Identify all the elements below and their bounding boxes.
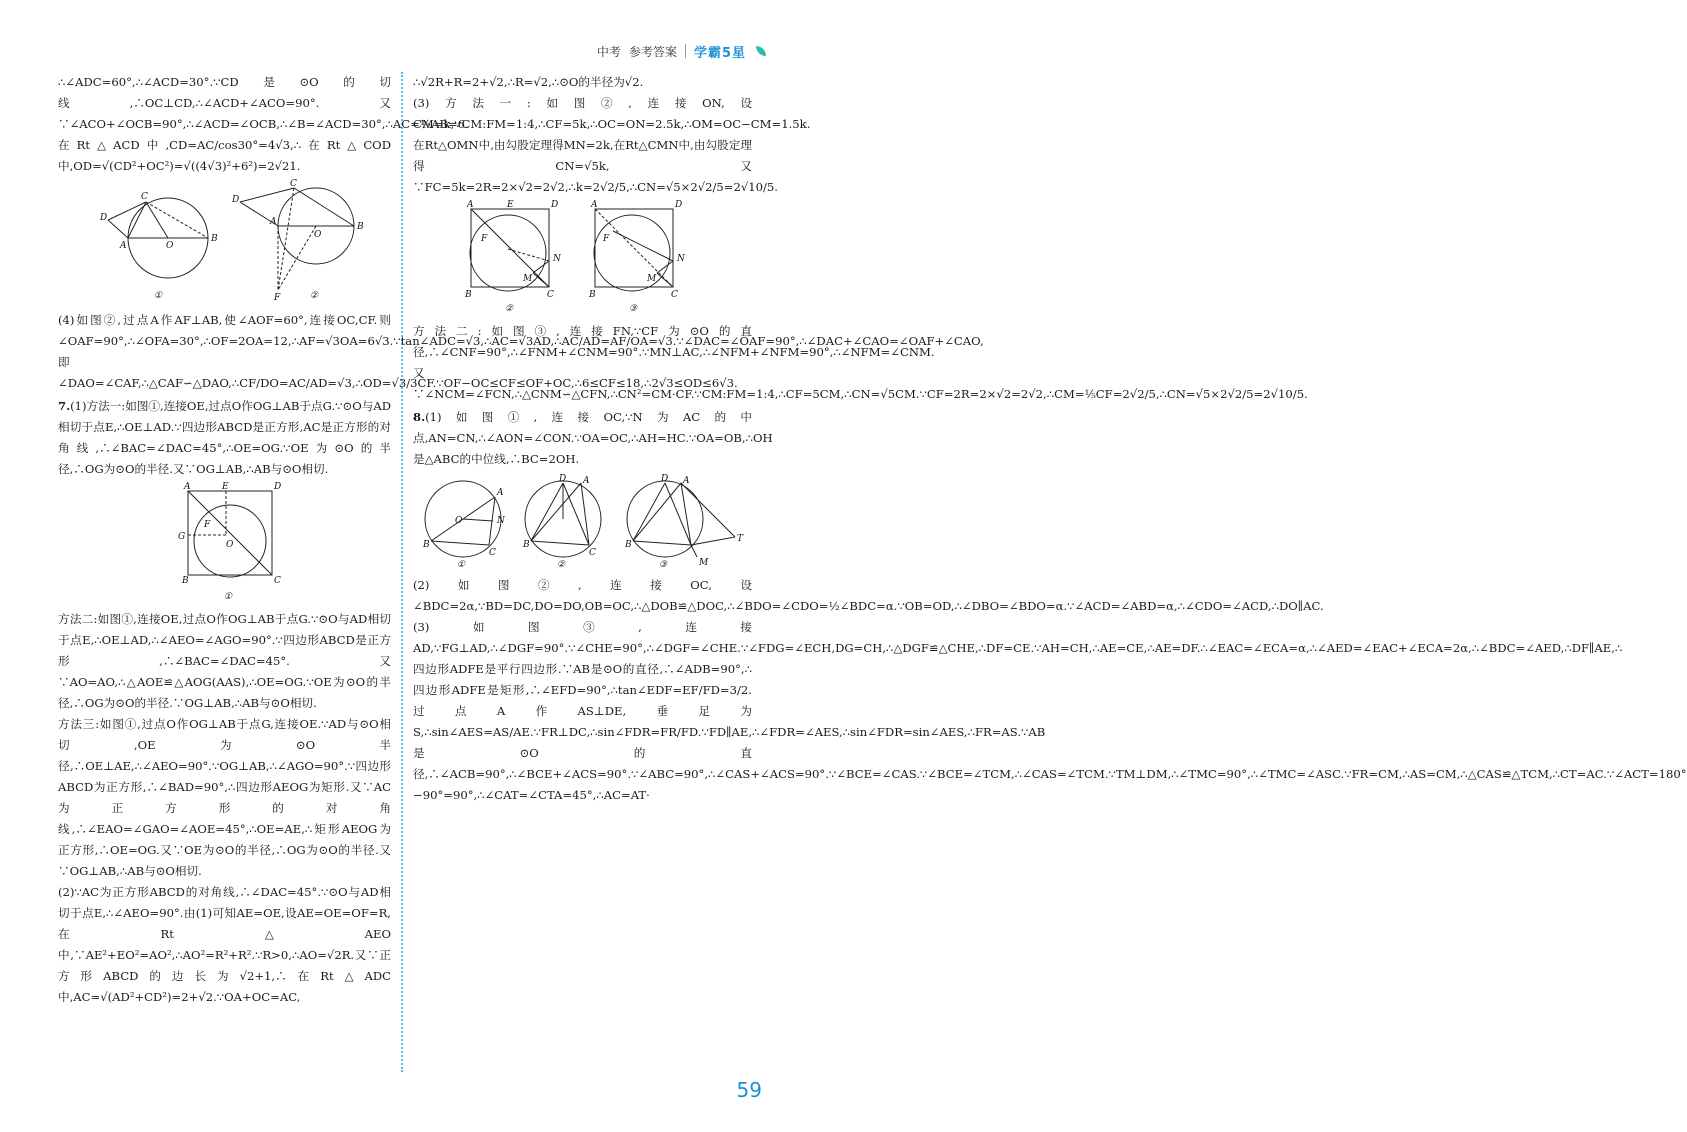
circle-diagram-1 bbox=[108, 198, 208, 278]
fig-label: T bbox=[737, 534, 744, 544]
answer-paragraph: ∴√2R+R=2+√2,∴R=√2,∴⊙O的半径为√2. bbox=[413, 75, 644, 89]
fig-label: N bbox=[553, 254, 561, 264]
fig-label: A bbox=[184, 482, 191, 492]
fig-label: E bbox=[222, 482, 229, 492]
fig-label: A bbox=[120, 241, 127, 251]
page-number: 59 bbox=[736, 1078, 762, 1102]
fig-label: O bbox=[455, 516, 463, 526]
fig-label: F bbox=[481, 234, 488, 244]
fig-label: B bbox=[357, 222, 364, 232]
fig-label: C bbox=[671, 290, 678, 300]
fig-label: F bbox=[274, 293, 281, 303]
figure-pair-q6 bbox=[58, 180, 391, 306]
answer-paragraph: (3)如图③,连接AD,∵FG⊥AD,∴∠DGF=90°.∵∠CHE=90°,∴∠DGF=∠CHE.∵∠FDG=∠ECH,DG=CH,∴△DGF≌△CHE,∴DF=CE.∵AH=CH,∴AE=CE,∴AE=DF.∴∠EAC=∠ECA=α,∴∠AED=∠EAC+∠ECA=2α,∴∠BDC=∠AED,∴DF∥AE,∴四边形ADFE是平行四边形.∵AB是⊙O的直径,∴∠ADB=90°,∴四边形ADFE是矩形,∴∠EFD=90°,∴tan∠EDF=EF/FD=3/2.过点A作AS⊥DE,垂足为S,∴sin∠AES=AS/AE.∵FR⊥DC,∴sin∠FDR=FR/FD.∵FD∥AE,∴∠FDR=∠AES,∴sin∠FDR=sin∠AES,∴FR=AS.∵AB是⊙O的直径,∴∠ACB=90°,∴∠BCE+∠ACS=90°.∵∠ABC=90°,∴∠CAS+∠ACS=90°.∵∠BCE=∠CAS.∵∠BCE=∠TCM,∴∠CAS=∠TCM.∵TM⊥DM,∴∠TMC=90°,∴∠TMC=∠ASC.∵FR=CM,∴AS=CM,∴△CAS≌△TCM,∴CT=AC.∵∠ACT=180°−90°=90°,∴∠CAT=∠CTA=45°,∴AC=AT· bbox=[413, 620, 1687, 802]
fig-label: N bbox=[497, 516, 505, 526]
fig-label: B bbox=[625, 540, 632, 550]
fig-label: C bbox=[141, 192, 148, 202]
fig-label: O bbox=[166, 241, 174, 251]
fig-caption: ① bbox=[154, 291, 163, 301]
fig-caption: ② bbox=[557, 560, 566, 570]
fig-caption: ③ bbox=[629, 304, 638, 314]
leaf-icon bbox=[756, 46, 766, 56]
fig-caption: ② bbox=[505, 304, 514, 314]
question-number: 7. bbox=[58, 399, 71, 413]
circle-diagram-2 bbox=[240, 188, 354, 290]
fig-label: B bbox=[589, 290, 596, 300]
answer-paragraph: (2)∵AC为正方形ABCD的对角线,∴∠DAC=45°.∵⊙O与AD相切于点E,∴∠AEO=90°.由(1)可知AE=OE,设AE=OE=OF=R,在Rt△AEO中,∵AE²+EO²=AO²,∴AO²=R²+R².∵R>0,∴AO=√2R.又∵正方形ABCD的边长为√2+1,∴在Rt△ADC中,AC=√(AD²+CD²)=2+√2.∵OA+OC=AC, bbox=[58, 885, 391, 1004]
fig-label: D bbox=[100, 213, 108, 223]
fig-label: C bbox=[589, 548, 596, 558]
fig-label: N bbox=[677, 254, 685, 264]
header-divider bbox=[685, 44, 686, 58]
header-exam: 中考 bbox=[596, 44, 621, 59]
fig-label: A bbox=[467, 200, 474, 210]
fig-label: D bbox=[661, 474, 669, 484]
fig-label: O bbox=[226, 540, 234, 550]
figure-pair-q7 bbox=[413, 201, 752, 317]
answer-paragraph: (1)如图①,连接OC,∵N为AC的中点,AN=CN,∴∠AON=∠CON.∵OA=OC,∴AH=HC.∵OA=OB,∴OH是△ABC的中位线,∴BC=2OH. bbox=[413, 410, 773, 466]
figure-triple-q8 bbox=[413, 473, 752, 571]
column-divider bbox=[401, 72, 403, 1072]
fig-label: A bbox=[270, 217, 277, 227]
fig-label: B bbox=[182, 576, 189, 586]
fig-label: D bbox=[675, 200, 683, 210]
brand-logo: 学霸5星 bbox=[693, 45, 746, 61]
fig-label: M bbox=[523, 274, 533, 284]
fig-label: B bbox=[211, 234, 218, 244]
fig-label: A bbox=[497, 488, 504, 498]
fig-caption: ① bbox=[224, 592, 233, 602]
fig-label: B bbox=[465, 290, 472, 300]
fig-caption: ① bbox=[457, 560, 466, 570]
fig-label: C bbox=[290, 179, 297, 189]
fig-label: D bbox=[551, 200, 559, 210]
answer-paragraph: 方法二:如图①,连接OE,过点O作OG⊥AB于点G.∵⊙O与AD相切于点E,∴OE⊥AD,∴∠AEO=∠AGO=90°.∵四边形ABCD是正方形,∴∠BAC=∠DAC=45°.又∵AO=AO,∴△AOE≌△AOG(AAS),∴OE=OG.∵OE为⊙O的半径,∴OG为⊙O的半径.∵OG⊥AB,∴AB与⊙O相切. bbox=[58, 612, 391, 710]
fig-label: G bbox=[178, 532, 186, 542]
fig-label: C bbox=[547, 290, 554, 300]
fig-label: B bbox=[423, 540, 430, 550]
fig-label: O bbox=[314, 230, 322, 240]
answer-paragraph: 方法三:如图①,过点O作OG⊥AB于点G,连接OE.∵AD与⊙O相切,OE为⊙O半径,∴OE⊥AE,∴∠AEO=90°.∵OG⊥AB,∴∠AGO=90°.∵四边形ABCD为正方形,∴∠BAD=90°,∴四边形AEOG为矩形.又∵AC为正方形的对角线,∴∠EAO=∠GAO=∠AOE=45°,∴OE=AE,∴矩形AEOG为正方形,∴OE=OG.又∵OE为⊙O的半径,∴OG为⊙O的半径.又∵OG⊥AB,∴AB与⊙O相切. bbox=[58, 717, 391, 878]
fig-label: M bbox=[699, 558, 709, 568]
fig-label: D bbox=[232, 195, 240, 205]
answer-paragraph: 方法二:如图③,连接FN,∵CF为⊙O的直径,∴∠CNF=90°,∴∠FNM+∠CNM=90°.∵MN⊥AC,∴∠NFM+∠NFM=90°,∴∠NFM=∠CNM.又∵∠NCM=∠FCN,∴△CNM∽△CFN,∴CN²=CM·CF.∵CM:FM=1:4,∴CF=5CM,∴CN=√5CM.∵CF=2R=2×√2=2√2,∴CM=⅕CF=2√2/5,∴CN=√5×2√2/5=2√10/5. bbox=[413, 324, 1308, 401]
fig-label: M bbox=[647, 274, 657, 284]
fig-label: C bbox=[489, 548, 496, 558]
fig-label: A bbox=[591, 200, 598, 210]
answer-paragraph: ∴∠ADC=60°,∴∠ACD=30°.∵CD是⊙O的切线,∴OC⊥CD,∴∠ACD+∠ACO=90°.又∵∠ACO+∠OCB=90°,∴∠ACD=∠OCB,∴∠B=∠ACD=30°,∴AC=½AB=6.在Rt△ACD中,CD=AC/cos30°=4√3,∴在Rt△COD中,OD=√(CD²+OC²)=√((4√3)²+6²)=2√21. bbox=[58, 75, 469, 173]
fig-caption: ③ bbox=[659, 560, 668, 570]
fig-label: C bbox=[274, 576, 281, 586]
fig-label: F bbox=[204, 520, 211, 530]
answer-paragraph: (3)方法一:如图②,连接ON,设CM=k,∵CM:FM=1:4,∴CF=5k,∴OC=ON=2.5k,∴OM=OC−CM=1.5k.在Rt△OMN中,由勾股定理得MN=2k,在Rt△CMN中,由勾股定理得CN=√5k,又∵FC=5k=2R=2×√2=2√2,∴k=2√2/5,∴CN=√5×2√2/5=2√10/5. bbox=[413, 96, 811, 194]
figure-square-circle bbox=[58, 483, 391, 605]
answer-paragraph: (2)如图②,连接OC,设∠BDC=2α,∵BD=DC,DO=DO,OB=OC,∴△DOB≌△DOC,∴∠BDO=∠CDO=½∠BDC=α.∵OB=OD,∴∠DBO=∠BDO=α.∵∠ACD=∠ABD=α,∴∠CDO=∠ACD,∴DO∥AC. bbox=[413, 578, 1324, 613]
fig-label: D bbox=[559, 474, 567, 484]
header-section: 参考答案 bbox=[628, 44, 677, 59]
answer-paragraph: (4)如图②,过点A作AF⊥AB,使∠AOF=60°,连接OC,CF.则∠OAF=90°,∴∠OFA=30°,∴OF=2OA=12,∴AF=√3OA=6√3.∵tan∠ADC=√3,∴AC=√3AD,∴AC/AD=AF/OA=√3.∵∠DAC=∠OAF=90°,∴∠DAC+∠CAO=∠OAF+∠CAO,即∠DAO=∠CAF,∴△CAF∽△DAO,∴CF/DO=AC/AD=√3,∴OD=√3/3CF.∵OF−OC≤CF≤OF+OC,∴6≤CF≤18,∴2√3≤OD≤6√3. bbox=[58, 313, 984, 390]
answer-paragraph: (1)方法一:如图①,连接OE,过点O作OG⊥AB于点G.∵⊙O与AD相切于点E,∴OE⊥AD.∵四边形ABCD是正方形,AC是正方形的对角线,∴∠BAC=∠DAC=45°,∴OE=OG.∵OE为⊙O的半径,∴OG为⊙O的半径.又∵OG⊥AB,∴AB与⊙O相切. bbox=[58, 399, 391, 476]
fig-label: A bbox=[583, 476, 590, 486]
fig-label: B bbox=[523, 540, 530, 550]
fig-label: F bbox=[603, 234, 610, 244]
fig-caption: ② bbox=[310, 291, 319, 301]
fig-label: A bbox=[683, 476, 690, 486]
page-header bbox=[597, 38, 766, 64]
question-number: 8. bbox=[413, 410, 426, 424]
fig-label: E bbox=[507, 200, 514, 210]
fig-label: D bbox=[274, 482, 282, 492]
